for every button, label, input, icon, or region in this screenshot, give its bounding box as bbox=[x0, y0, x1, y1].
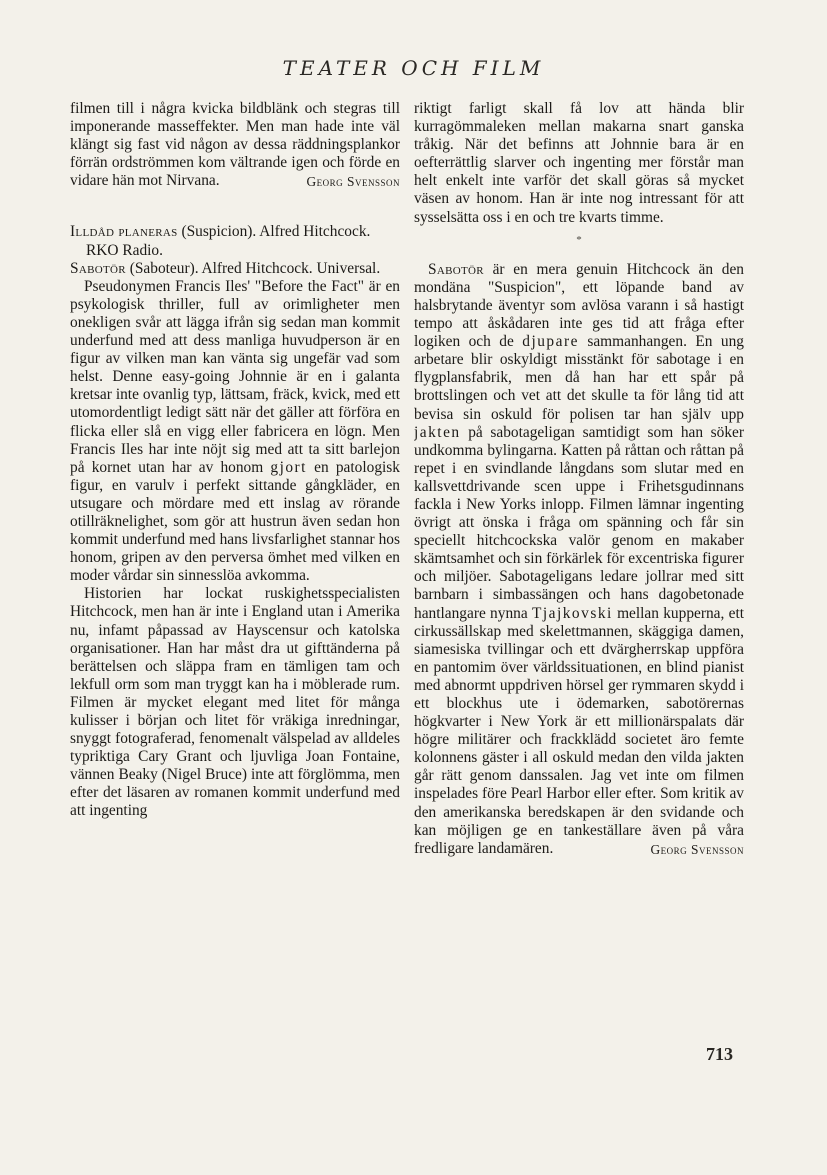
right-column bbox=[414, 100, 744, 859]
film-title: Sabotör bbox=[428, 260, 484, 278]
film-credits: (Suspicion). Alfred Hitchcock. RKO Radio. bbox=[86, 223, 371, 259]
paragraph-text: Pseudonymen Francis Iles' "Before the Fact" är en psykologisk thriller, full av orimligheter men onekligen svår att lägga ifrån sig sedan man kommit underfund med att dess manliga huvudperson är en figur av vilken man kan vänta sig ungefär vad som helst. Denne easy-going Johnnie är en i galanta kretsar inte ovanlig typ, lättsam, fräck, kvick, med ett utomordentligt ledigt sätt när det gäller att förföra en flicka eller slå en vigg eller fabricera en lögn. Men Francis Iles har inte nöjt sig med att ta sitt barlejon på kornet utan har av honom bbox=[70, 277, 400, 476]
page-number: 713 bbox=[706, 1044, 733, 1064]
spaced-word: djupare bbox=[522, 333, 579, 351]
paragraph-text: en patologisk figur, en varulv i perfekt sittande gångkläder, en utsugare och mördare med ett inslag av rörande otillräknelighet, som gör att hustrun även sedan hon kommit underfund med hans livsfarlighet stannar hos honom, gripen av den perversa ömhet med vilken en moder vårdar sin sinnesslöa avkomma. bbox=[70, 458, 400, 585]
paragraph bbox=[70, 100, 400, 191]
spaced-word: Tjajkovski bbox=[531, 604, 613, 622]
paragraph-text: mellan kupperna, ett cirkussällskap med skelettmannen, skäggiga damen, siamesiska tvillingar och ett dvärgherrskap uppföra en pantomim över världssituationen, en blind pianist med abnormt uppdriven hörsel ger rymmaren skydd i ett blockhus ute i ödemarken, sabotörernas högkvarter i New York är ett millionärspalats där högre militärer och frackklädd societet äro femte kolonnens gäster i all oskuld medan den vilda jakten går rätt genom danssalen. Jag vet inte om filmen inspelades före Pearl Harbor eller efter. Som kritik av den amerikanska beredskapen är den svidande och kan möjligen ge en tankeställare även på våra fredligare landamären. bbox=[414, 604, 744, 857]
paragraph bbox=[414, 261, 744, 859]
paragraph: Historien har lockat ruskighetsspecialisten Hitchcock, men han är inte i England utan i Amerika nu, infamt påpassad av Hayscensur och katolska organisationer. Han har måst dra ut gifttänderna på berättelsen och släppa fram en tämligen tam och lekfull orm som man tryggt kan ha i möblerade rum. Filmen är mycket elegant med litet för många kulisser i början och litet för vräkiga inredningar, snyggt fotograferad, fenomenalt välspelad av alldeles typriktiga Cary Grant och ljuvliga Joan Fontaine, vännen Beaky (Nigel Bruce) inte att förglömma, men efter det läsaren av romanen kommit underfund med att ingenting bbox=[70, 585, 400, 820]
paragraph: riktigt farligt skall få lov att hända blir kurragömmaleken mellan makarna snart ganska tråkig. När det befinns att Johnnie bara är en oefterrättlig slarver och ingenting mer förstår man helt enkelt inte varför det skall göras så mycket väsen av honom. Han är inte nog intressant för att sysselsätta oss i en och tre kvarts timme. bbox=[414, 100, 744, 226]
film-credits: (Saboteur). Alfred Hitchcock. Universal. bbox=[125, 259, 381, 277]
author-signature: Georg Svensson bbox=[650, 841, 744, 857]
paragraph-text: sammanhangen. En ung arbetare blir oskyldigt misstänkt för sabotage i en flygplansfabrik, men då han har ett spår på brottslingen och vet att det skulle ta för lång tid att bevisa sin oskuld för polisen tar han själv upp bbox=[414, 333, 744, 423]
left-column bbox=[70, 100, 400, 821]
paragraph bbox=[70, 278, 400, 586]
film-title: Illdåd planeras bbox=[70, 223, 178, 241]
running-header: TEATER OCH FILM bbox=[282, 56, 545, 80]
author-signature: Georg Svensson bbox=[306, 174, 400, 190]
paragraph-text: är en mera genuin Hitchcock än den mondäna "Suspicion", ett löpande band av halsbrytande äventyr som avlösa varann i så hastigt tempo att åskådaren inte ges tid att fråga efter logiken och de bbox=[414, 260, 744, 351]
spaced-word: gjort bbox=[270, 458, 307, 476]
film-entry-suspicion bbox=[70, 223, 400, 259]
paragraph-text: filmen till i några kvicka bildblänk och stegras till imponerande masseffekter. Men man hade inte väl klängt sig fast vid någon av dessa räddningsplankor förrän ordströmmen kom vältrande igen och förde en vidare hän mot Nirvana. bbox=[70, 100, 400, 190]
section-separator: * bbox=[576, 233, 582, 246]
film-entry-saboteur bbox=[70, 260, 400, 278]
spaced-word: jakten bbox=[414, 423, 461, 441]
paragraph-text: på sabotageligan samtidigt som han söker undkomma bylingarna. Katten på råttan och råttan på repet i en svindlande långdans som slutar med en kallsvettdrivande scen uppe i Frihetsgudinnans fackla i New Yorks inlopp. Filmen lämnar ingenting övrigt att önska i fråga om spänning och får sin speciellt hitchcockska valör genom en makaber skämtsamhet och sin förkärlek för excentriska figurer och miljöer. Sabotageligans ledare jollrar med sitt barnbarn i simbassängen och hans dagobetonade hantlangare nynna bbox=[414, 423, 744, 622]
film-title: Sabotör bbox=[70, 259, 126, 277]
